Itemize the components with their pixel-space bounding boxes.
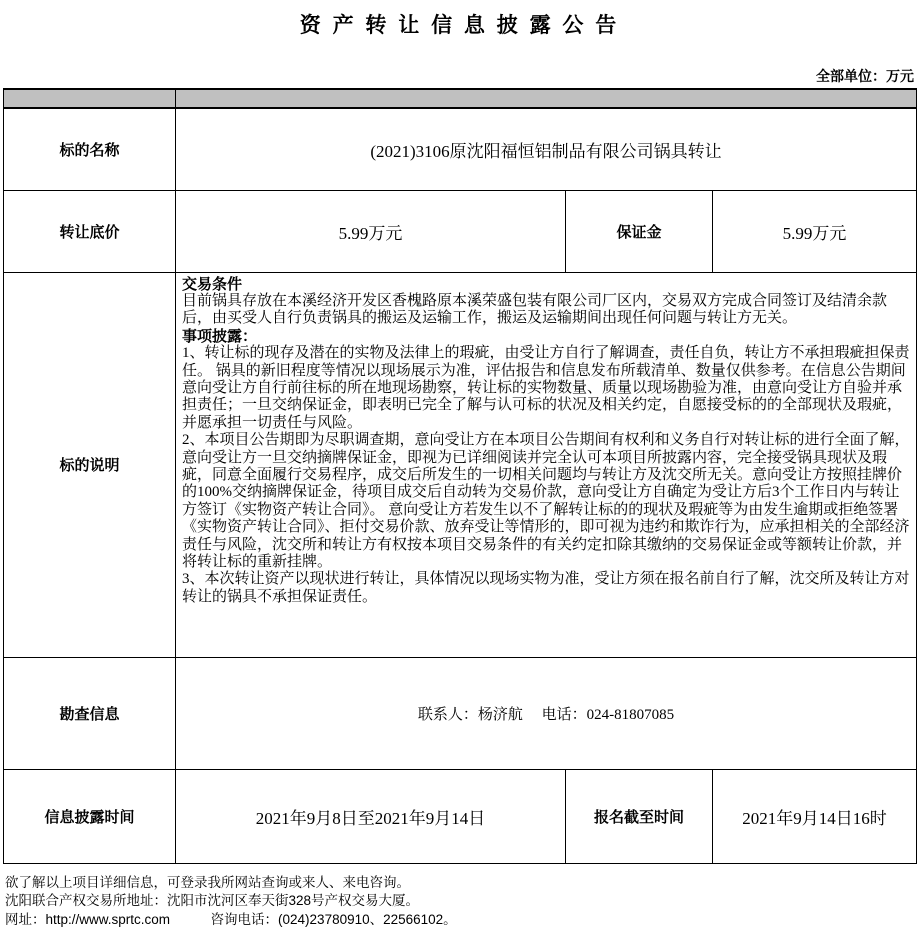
survey-info-label: 勘查信息 <box>4 657 176 769</box>
disclosure-items-heading: 事项披露： <box>182 328 911 345</box>
subject-name-row <box>4 108 917 190</box>
disclosure-item-3: 3、本次转让资产以现状进行转让，具体情况以现场实物为准，受让方须在报名前自行了解，沈交所及转让方对转让的锅具不承担保证责任。 <box>182 571 911 606</box>
base-price-label: 转让底价 <box>4 190 176 272</box>
survey-contact-value: 联系人：杨济航 电话：024-81807085 <box>176 657 917 769</box>
base-price-value: 5.99万元 <box>176 190 566 272</box>
footer-line-address: 沈阳联合产权交易所地址：沈阳市沈河区奉天街328号产权交易大厦。 <box>5 892 919 911</box>
disclosure-time-label: 信息披露时间 <box>4 769 176 863</box>
deadline-value: 2021年9月14日16时 <box>713 769 917 863</box>
disclosure-time-value: 2021年9月8日至2021年9月14日 <box>176 769 566 863</box>
header-cell-left <box>4 89 176 108</box>
subject-description-cell <box>176 272 917 657</box>
disclosure-time-row <box>4 769 917 863</box>
footer-line-info: 欲了解以上项目详细信息，可登录我所网站查询或来人、来电咨询。 <box>5 874 919 893</box>
table-header-row <box>4 89 917 108</box>
subject-description-row <box>4 272 917 657</box>
disclosure-table <box>3 88 917 864</box>
page-title: 资 产 转 让 信 息 披 露 公 告 <box>0 0 919 39</box>
subject-name-label: 标的名称 <box>4 108 176 190</box>
survey-info-row <box>4 657 917 769</box>
trade-conditions-text: 目前锅具存放在本溪经济开发区香槐路原本溪荣盛包装有限公司厂区内，交易双方完成合同签订及结清余款后，由买受人自行负责锅具的搬运及运输工作，搬运及运输期间出现任何问题与转让方无关。 <box>182 293 911 328</box>
unit-note: 全部单位：万元 <box>0 66 919 86</box>
deposit-label: 保证金 <box>566 190 713 272</box>
trade-conditions-heading: 交易条件 <box>182 276 911 293</box>
subject-description-label: 标的说明 <box>4 272 176 657</box>
disclosure-item-1: 1、转让标的现存及潜在的实物及法律上的瑕疵，由受让方自行了解调查，责任自负，转让方不承担瑕疵担保责任。 锅具的新旧程度等情况以现场展示为准，评估报告和信息发布所载清单、数量仅供参考。在信息公告期间意向受让方自行前往标的所在地现场勘察，转让标的实物数量、质量以现场勘验为准，由意向受让方自验并承担责任；一旦交纳保证金，即表明已完全了解与认可标的状况及相关约定，自愿接受标的的全部现状及瑕疵，并愿承担一切责任与风险。 <box>182 345 911 432</box>
deposit-value: 5.99万元 <box>713 190 917 272</box>
deadline-label: 报名截至时间 <box>566 769 713 863</box>
subject-name-value: (2021)3106原沈阳福恒铝制品有限公司锅具转让 <box>176 108 917 190</box>
disclosure-item-2: 2、本项目公告期即为尽职调查期，意向受让方在本项目公告期间有权利和义务自行对转让标的进行全面了解，意向受让方一旦交纳摘牌保证金，即视为已详细阅读并完全认可本项目所披露内容，完全接受锅具现状及瑕疵，同意全面履行交易程序，成交后所发生的一切相关问题均与转让方及沈交所无关。意向受让方按照挂牌价的100%交纳摘牌保证金，待项目成交后自动转为交易价款，意向受让方自确定为受让方后3个工作日内与转让方签订《实物资产转让合同》。 意向受让方若发生以不了解转让标的的现状及瑕疵等为由发生逾期或拒绝签署《实物资产转让合同》、拒付交易价款、放弃受让等情形的，即可视为违约和欺诈行为，应承担相关的全部经济责任与风险，沈交所和转让方有权按本项目交易条件的有关约定扣除其缴纳的交易保证金或等额转让价款，并将转让标的重新挂牌。 <box>182 432 911 571</box>
footer <box>5 874 919 929</box>
header-cell-right <box>176 89 917 108</box>
footer-line-contact: 网址：http://www.sprtc.com 咨询电话：(024)23780910、22566102。 <box>5 911 919 929</box>
price-row <box>4 190 917 272</box>
